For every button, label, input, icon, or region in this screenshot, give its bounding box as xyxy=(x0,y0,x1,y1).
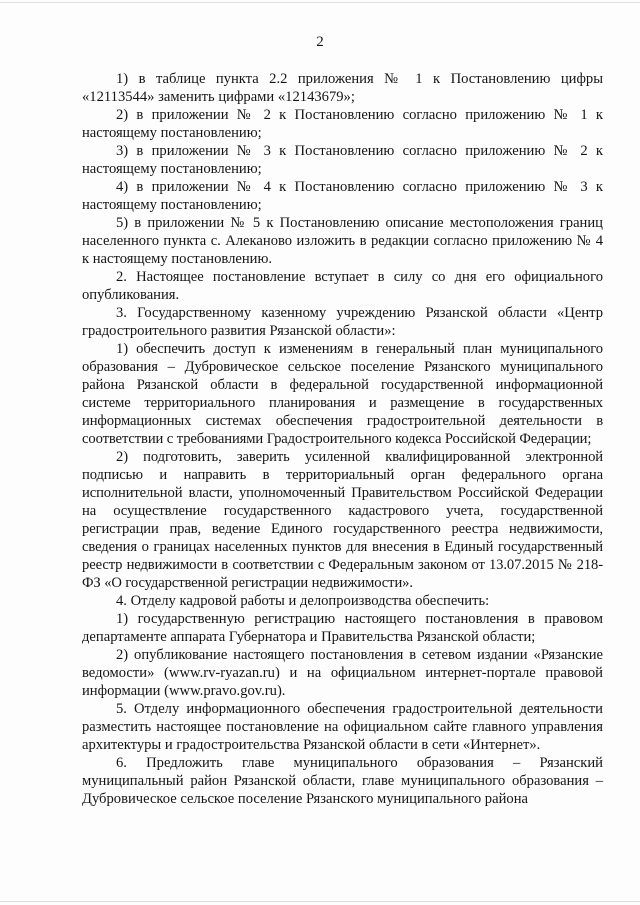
paragraph-appendix-4: 4) в приложении № 4 к Постановлению согласно приложению № 3 к настоящему постановлению; xyxy=(82,179,603,213)
paragraph-item-5: 5. Отделу информационного обеспечения градостроительной деятельности разместить настоящее постановление на официальном сайте главного управления архитектуры и градостроительства Рязанской области в сети «Интернет». xyxy=(82,701,603,753)
scan-edge-top xyxy=(0,2,640,3)
paragraph-item-4: 4. Отделу кадровой работы и делопроизводства обеспечить: xyxy=(116,593,490,609)
paragraph-item-2: 2. Настоящее постановление вступает в силу со дня его официального опубликования. xyxy=(82,269,603,303)
paragraph-item-3-2: 2) подготовить, заверить усиленной квалифицированной электронной подписью и направить в территориальный орган федерального органа исполнительной власти, уполномоченный Правительством Российской Федерации на осуществление государственного кадастрового учета, государственной регистрации прав, ведение Единого государственного реестра недвижимости, сведения о границах населенных пунктов для внесения в Единый государственный реестр недвижимости в соответствии с Федеральным законом от 13.07.2015 № 218-ФЗ «О государственной регистрации недвижимости». xyxy=(82,449,603,591)
paragraph-item-3-1: 1) обеспечить доступ к изменениям в генеральный план муниципального образования – Дубровическое сельское поселение Рязанского муниципального района Рязанской области в федеральной государственной информационной системе территориального планирования и размещение в государственных информационных системах обеспечения градостроительной деятельности в соответствии с требованиями Градостроительного кодекса Российской Федерации; xyxy=(82,341,603,447)
scan-edge-bottom xyxy=(0,901,640,902)
paragraph-table-change: 1) в таблице пункта 2.2 приложения № 1 к Постановлению цифры «12113544» заменить цифрами «12143679»; xyxy=(82,71,603,105)
page-number: 2 xyxy=(316,34,324,50)
paragraph-appendix-3: 3) в приложении № 3 к Постановлению согласно приложению № 2 к настоящему постановлению; xyxy=(82,143,603,177)
paragraph-appendix-2: 2) в приложении № 2 к Постановлению согласно приложению № 1 к настоящему постановлению; xyxy=(82,107,603,141)
paragraph-appendix-5: 5) в приложении № 5 к Постановлению описание местоположения границ населенного пункта с. Алеканово изложить в редакции согласно приложению № 4 к настоящему постановлению. xyxy=(82,215,603,267)
paragraph-item-4-2: 2) опубликование настоящего постановления в сетевом издании «Рязанские ведомости» (www.rv-ryazan.ru) и на официальном интернет-портале правовой информации (www.pravo.gov.ru). xyxy=(82,647,603,699)
paragraph-item-6: 6. Предложить главе муниципального образования – Рязанский муниципальный район Рязанской области, главе муниципального образования – Дубровическое сельское поселение Рязанского муниципального района xyxy=(82,755,603,807)
paragraph-item-3: 3. Государственному казенному учреждению Рязанской области «Центр градостроительного развития Рязанской области»: xyxy=(82,305,603,339)
paragraph-item-4-1: 1) государственную регистрацию настоящего постановления в правовом департаменте аппарата Губернатора и Правительства Рязанской области; xyxy=(82,611,603,645)
document-body xyxy=(82,70,603,808)
